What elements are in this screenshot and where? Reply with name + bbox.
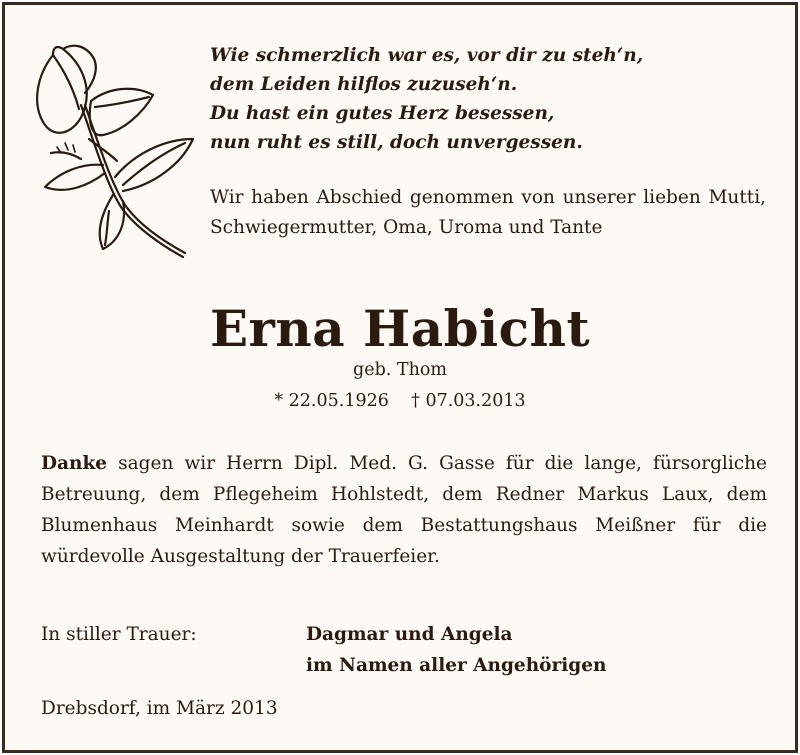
maiden-name: geb. Thom <box>353 360 447 380</box>
mourner-line: im Namen aller Angehörigen <box>306 655 607 676</box>
mourner-line: Dagmar und Angela <box>306 624 513 645</box>
thanks-lead: Danke <box>41 453 108 474</box>
farewell-intro: Wir haben Abschied genommen von unserer lieben Mutti, Schwiegermutter, Oma, Uroma und Tante <box>210 187 766 238</box>
poem-line: Wie schmerzlich war es, vor dir zu steh‘n, <box>210 45 644 66</box>
place-date: Drebsdorf, im März 2013 <box>41 698 278 719</box>
birth-date: * 22.05.1926 <box>274 391 389 411</box>
memorial-poem <box>210 41 770 157</box>
poem-line: Du hast ein gutes Herz besessen, <box>210 103 555 124</box>
thanks-paragraph <box>41 448 767 572</box>
mourning-label: In stiller Trauer: <box>41 624 197 645</box>
obituary-card <box>2 2 798 753</box>
death-date: † 07.03.2013 <box>411 391 526 411</box>
mourners <box>306 619 606 681</box>
poem-line: nun ruht es still, doch unvergessen. <box>210 132 583 153</box>
poem-line: dem Leiden hilflos zuzuseh‘n. <box>210 74 518 95</box>
calla-lily-icon <box>23 35 199 265</box>
thanks-text: sagen wir Herrn Dipl. Med. G. Gasse für die lange, fürsorgliche Betreuung, dem Pflegeheim Hohlstedt, dem Redner Markus Laux, dem Blumenhaus Meinhardt sowie dem Bestattungshaus Meißner für die würdevolle Ausgestaltung der Trauerfeier. <box>41 453 767 567</box>
deceased-name: Erna Habicht <box>209 299 591 358</box>
life-dates <box>5 388 795 414</box>
